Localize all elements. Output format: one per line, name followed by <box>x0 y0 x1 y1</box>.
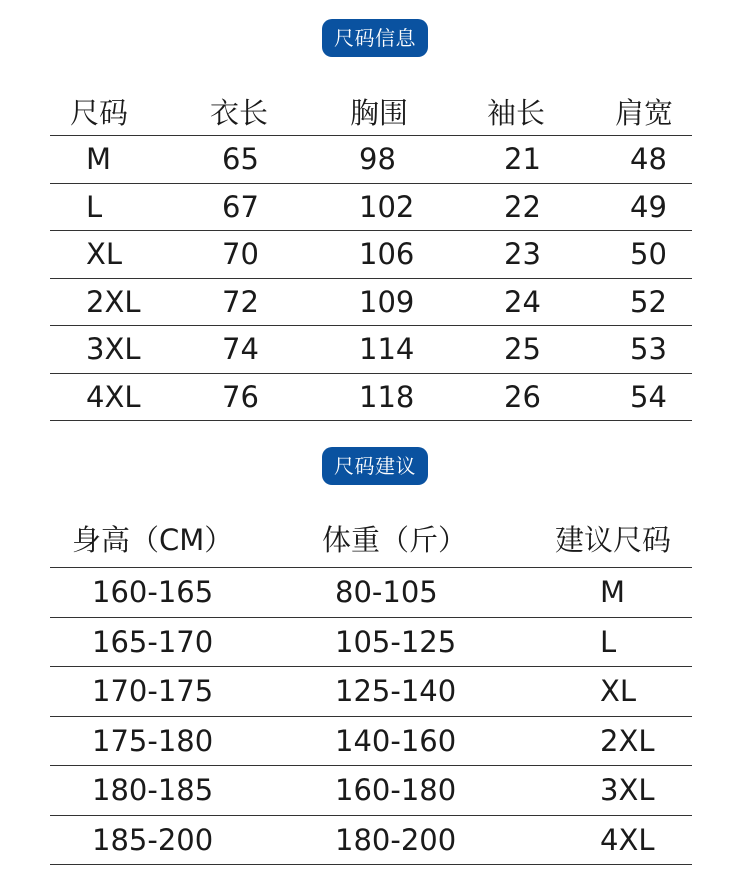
table-header-row <box>50 510 692 568</box>
cell-sleeve: 21 <box>504 142 541 177</box>
cell-length: 70 <box>222 237 259 272</box>
cell-size: 4XL <box>86 379 141 414</box>
table-row <box>50 717 692 767</box>
table-header-row <box>50 88 692 136</box>
cell-height: 160-165 <box>92 575 214 610</box>
cell-length: 74 <box>222 332 259 367</box>
cell-sleeve: 23 <box>504 237 541 272</box>
cell-shoulder: 52 <box>630 284 667 319</box>
table-row <box>50 667 692 717</box>
header-shoulder: 肩宽 <box>615 96 674 130</box>
cell-chest: 102 <box>359 189 415 224</box>
cell-size: XL <box>86 237 123 272</box>
table-row <box>50 568 692 618</box>
cell-size: L <box>86 189 103 224</box>
cell-sleeve: 25 <box>504 332 541 367</box>
cell-chest: 114 <box>359 332 415 367</box>
table-row <box>50 326 692 374</box>
cell-recommended-size: 2XL <box>600 723 655 758</box>
size-info-table <box>50 88 692 421</box>
cell-sleeve: 26 <box>504 379 541 414</box>
cell-length: 65 <box>222 142 259 177</box>
cell-shoulder: 49 <box>630 189 667 224</box>
cell-weight: 160-180 <box>335 773 457 808</box>
cell-shoulder: 48 <box>630 142 667 177</box>
cell-sleeve: 22 <box>504 189 541 224</box>
header-height: 身高（CM） <box>72 523 234 557</box>
cell-sleeve: 24 <box>504 284 541 319</box>
cell-chest: 118 <box>359 379 415 414</box>
size-info-title-badge: 尺码信息 <box>322 19 428 57</box>
cell-recommended-size: 4XL <box>600 822 655 857</box>
cell-weight: 180-200 <box>335 822 457 857</box>
size-advice-table <box>50 510 692 865</box>
cell-length: 76 <box>222 379 259 414</box>
cell-height: 175-180 <box>92 723 214 758</box>
cell-height: 170-175 <box>92 674 214 709</box>
cell-size: 2XL <box>86 284 141 319</box>
cell-shoulder: 50 <box>630 237 667 272</box>
table-row <box>50 618 692 668</box>
cell-size: 3XL <box>86 332 141 367</box>
cell-recommended-size: XL <box>600 674 637 709</box>
header-chest: 胸围 <box>350 96 409 130</box>
cell-weight: 125-140 <box>335 674 457 709</box>
cell-weight: 105-125 <box>335 624 457 659</box>
cell-shoulder: 54 <box>630 379 667 414</box>
cell-length: 72 <box>222 284 259 319</box>
cell-weight: 80-105 <box>335 575 438 610</box>
table-row <box>50 279 692 327</box>
table-row <box>50 231 692 279</box>
table-row <box>50 136 692 184</box>
cell-chest: 106 <box>359 237 415 272</box>
header-sleeve: 袖长 <box>487 96 546 130</box>
cell-recommended-size: M <box>600 575 626 610</box>
cell-length: 67 <box>222 189 259 224</box>
header-recommended-size: 建议尺码 <box>555 523 672 557</box>
cell-shoulder: 53 <box>630 332 667 367</box>
table-row <box>50 184 692 232</box>
header-length: 衣长 <box>210 96 269 130</box>
table-row <box>50 374 692 422</box>
header-size: 尺码 <box>70 96 129 130</box>
cell-recommended-size: 3XL <box>600 773 655 808</box>
cell-height: 185-200 <box>92 822 214 857</box>
table-row <box>50 766 692 816</box>
cell-recommended-size: L <box>600 624 617 659</box>
cell-chest: 98 <box>359 142 396 177</box>
table-row <box>50 816 692 866</box>
cell-size: M <box>86 142 112 177</box>
cell-height: 165-170 <box>92 624 214 659</box>
cell-chest: 109 <box>359 284 415 319</box>
cell-height: 180-185 <box>92 773 214 808</box>
size-advice-title-badge: 尺码建议 <box>322 447 428 485</box>
cell-weight: 140-160 <box>335 723 457 758</box>
header-weight: 体重（斤） <box>322 523 468 557</box>
